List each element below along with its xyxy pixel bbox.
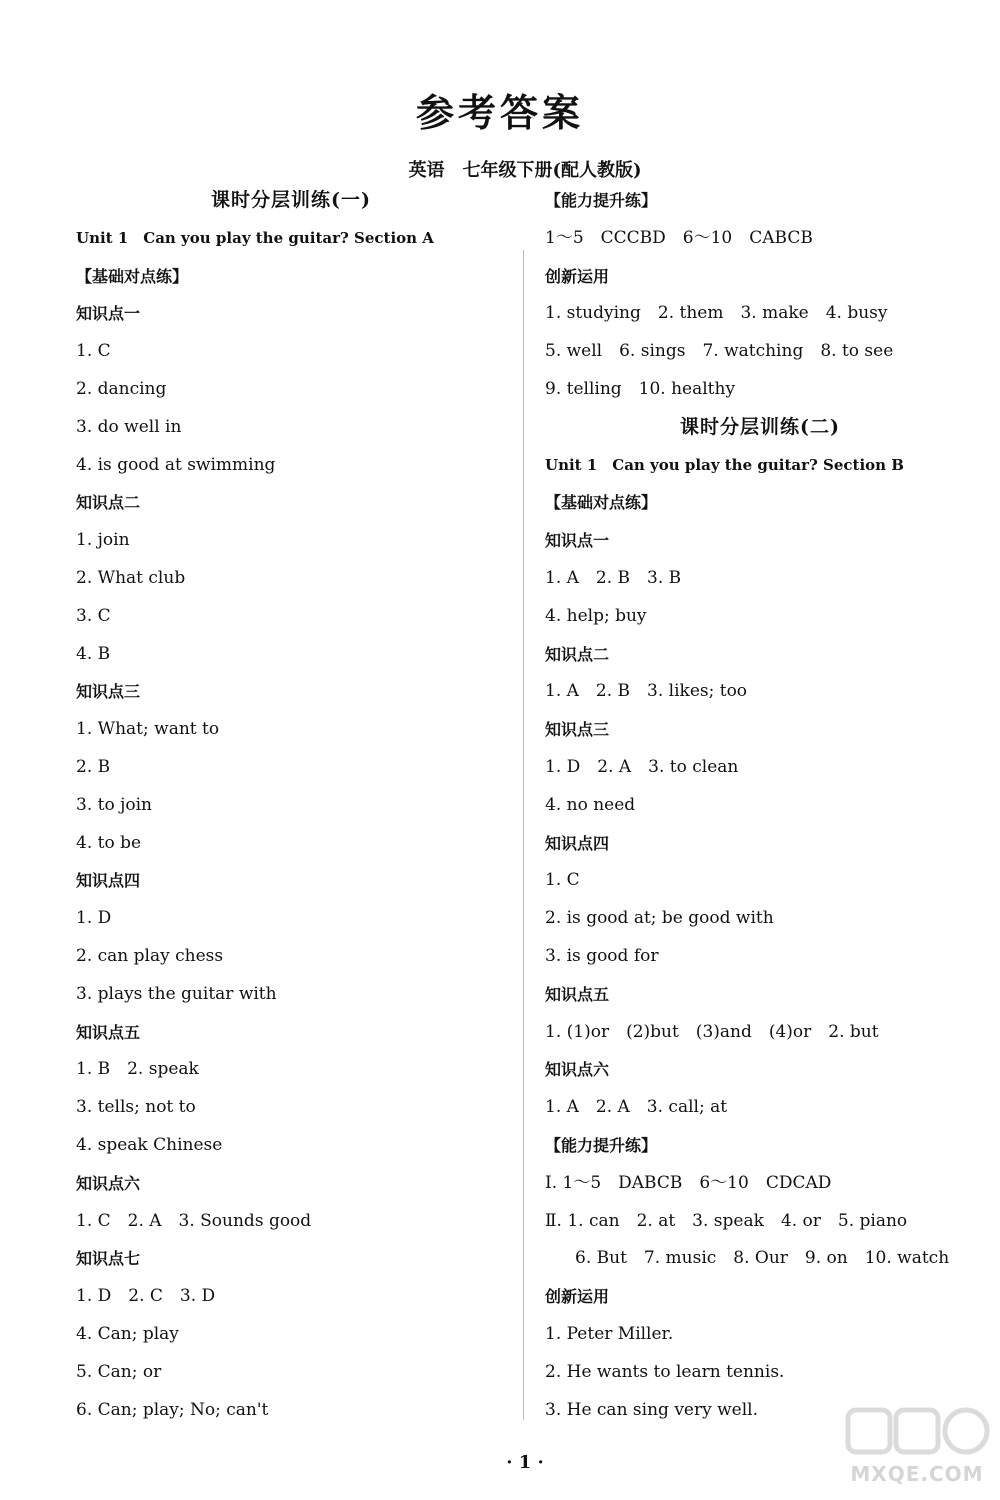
unit-heading: Unit 1 Can you play the guitar? Section B bbox=[545, 455, 904, 474]
knowledge-point-heading: 知识点一 bbox=[545, 531, 610, 551]
knowledge-point-heading: 知识点三 bbox=[545, 720, 610, 740]
answer-line: 1. A 2. A 3. call; at bbox=[545, 1097, 728, 1118]
answer-line: 3. do well in bbox=[76, 416, 182, 437]
answer-line: 3. is good for bbox=[545, 945, 659, 966]
answer-line: 4. no need bbox=[545, 794, 636, 815]
answer-line: 2. is good at; be good with bbox=[545, 908, 774, 929]
answer-line: 1. What; want to bbox=[76, 719, 220, 740]
watermark-logo bbox=[842, 1402, 992, 1492]
answer-line: 1. Peter Miller. bbox=[545, 1323, 674, 1344]
answer-line: 4. speak Chinese bbox=[76, 1134, 223, 1155]
answer-line: 1. C bbox=[76, 341, 111, 362]
answer-line: 4. B bbox=[76, 643, 111, 664]
answer-line: 6. But 7. music 8. Our 9. on 10. watch bbox=[575, 1248, 950, 1269]
answer-line: 3. C bbox=[76, 605, 111, 626]
section-title: 课时分层训练(一) bbox=[211, 189, 371, 211]
answer-line: 2. B bbox=[76, 756, 111, 777]
answer-line: 6. Can; play; No; can't bbox=[76, 1399, 269, 1420]
unit-heading: Unit 1 Can you play the guitar? Section A bbox=[76, 228, 434, 247]
exercise-group-label: 【能力提升练】 bbox=[545, 1135, 658, 1155]
exercise-group-label: 【能力提升练】 bbox=[545, 191, 658, 210]
knowledge-point-heading: 知识点二 bbox=[545, 644, 610, 664]
knowledge-point-heading: 知识点五 bbox=[545, 984, 610, 1004]
answer-line: 1. A 2. B 3. B bbox=[545, 567, 682, 588]
answer-line: 4. Can; play bbox=[76, 1323, 179, 1344]
answer-line: 3. to join bbox=[76, 794, 152, 815]
answer-line: Ⅰ. 1～5 DABCB 6～10 CDCAD bbox=[545, 1172, 832, 1193]
answer-line: 9. telling 10. healthy bbox=[545, 378, 736, 399]
answer-line: 5. Can; or bbox=[76, 1361, 162, 1382]
answer-line: 3. He can sing very well. bbox=[545, 1399, 759, 1420]
answer-line: 1. D 2. A 3. to clean bbox=[545, 756, 739, 777]
section-title: 课时分层训练(二) bbox=[680, 415, 840, 438]
answer-line: 1. C bbox=[545, 870, 580, 891]
answer-line: 4. is good at swimming bbox=[76, 454, 276, 475]
answer-line: 4. help; buy bbox=[545, 605, 647, 626]
knowledge-point-heading: 知识点四 bbox=[545, 833, 610, 853]
page-title: 参考答案 bbox=[415, 90, 584, 135]
knowledge-point-heading: 知识点六 bbox=[545, 1060, 610, 1080]
knowledge-point-heading: 知识点一 bbox=[76, 304, 141, 324]
knowledge-point-heading: 知识点五 bbox=[76, 1022, 141, 1042]
answer-line: 2. What club bbox=[76, 567, 186, 588]
answer-line: 1. A 2. B 3. likes; too bbox=[545, 681, 748, 702]
answer-line: 4. to be bbox=[76, 832, 142, 853]
answer-line: 1. studying 2. them 3. make 4. busy bbox=[545, 303, 888, 324]
right-column bbox=[545, 182, 975, 1429]
answer-line: 5. well 6. sings 7. watching 8. to see bbox=[545, 341, 894, 362]
answer-line: 1. join bbox=[76, 530, 130, 551]
knowledge-point-heading: 知识点六 bbox=[76, 1173, 141, 1193]
answer-line: 2. dancing bbox=[76, 378, 167, 399]
knowledge-point-heading: 知识点二 bbox=[76, 493, 141, 513]
answer-line: 1. B 2. speak bbox=[76, 1059, 199, 1080]
answer-line: 1. D 2. C 3. D bbox=[76, 1286, 216, 1307]
knowledge-point-heading: 创新运用 bbox=[545, 1287, 610, 1307]
knowledge-point-heading: 知识点七 bbox=[76, 1249, 141, 1269]
left-column bbox=[76, 182, 506, 1429]
answer-line: 2. He wants to learn tennis. bbox=[545, 1361, 785, 1382]
watermark-text: MXQE.COM bbox=[850, 1462, 984, 1486]
answer-line: 1. C 2. A 3. Sounds good bbox=[76, 1210, 312, 1231]
exercise-group-label: 【基础对点练】 bbox=[76, 266, 189, 286]
page-number: · 1 · bbox=[506, 1452, 544, 1473]
knowledge-point-heading: 创新运用 bbox=[545, 266, 610, 286]
column-divider bbox=[523, 250, 524, 1420]
knowledge-point-heading: 知识点三 bbox=[76, 682, 141, 702]
answer-line: Ⅱ. 1. can 2. at 3. speak 4. or 5. piano bbox=[545, 1210, 908, 1231]
exercise-group-label: 【基础对点练】 bbox=[545, 493, 658, 513]
answer-line: 2. can play chess bbox=[76, 945, 224, 966]
answer-line: 1. D bbox=[76, 908, 112, 929]
page-subtitle: 英语 七年级下册(配人教版) bbox=[408, 160, 642, 181]
answer-line: 3. plays the guitar with bbox=[76, 983, 277, 1004]
answer-line: 1～5 CCCBD 6～10 CABCB bbox=[545, 227, 813, 248]
answer-line: 3. tells; not to bbox=[76, 1097, 196, 1118]
knowledge-point-heading: 知识点四 bbox=[76, 871, 141, 891]
watermark-icon bbox=[842, 1402, 992, 1462]
answer-line: 1. (1)or (2)but (3)and (4)or 2. but bbox=[545, 1021, 879, 1042]
